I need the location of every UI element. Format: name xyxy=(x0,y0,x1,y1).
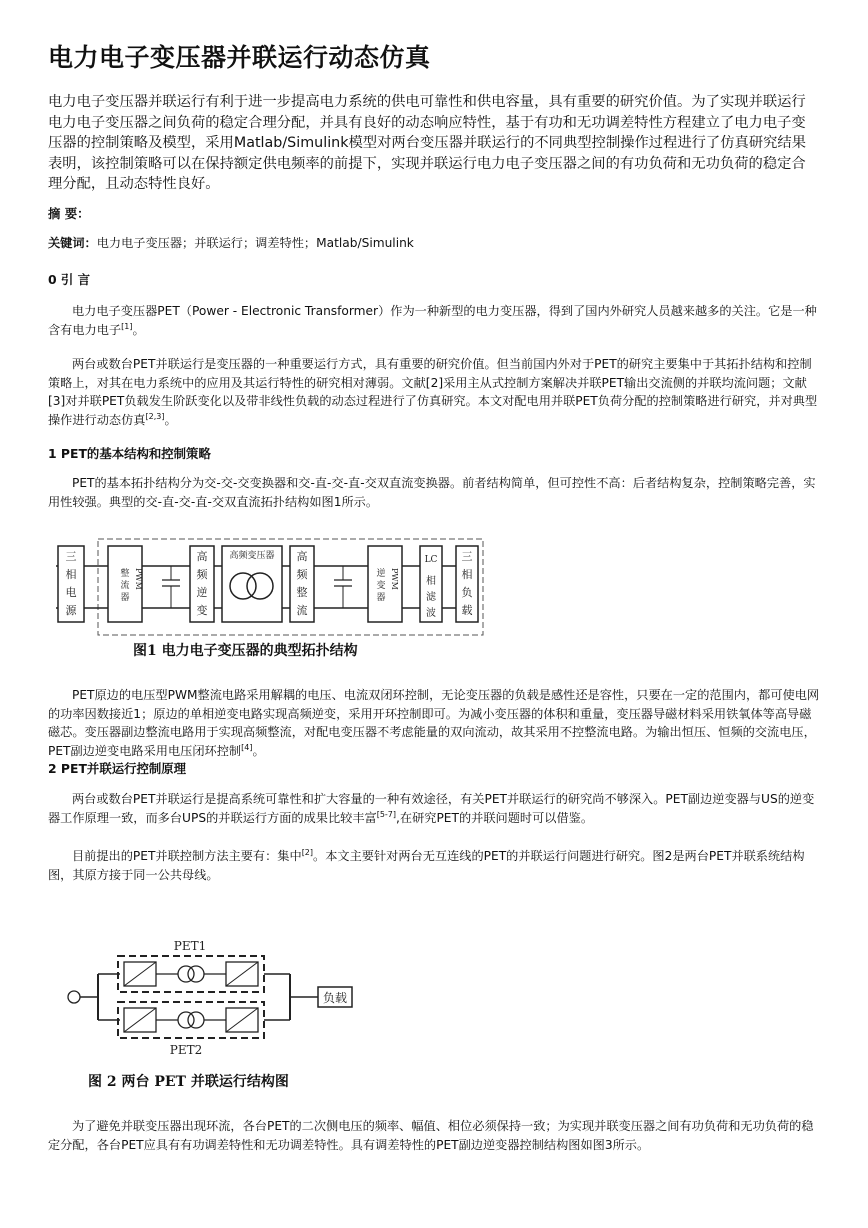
svg-text:高: 高 xyxy=(196,550,208,563)
paragraph-text: PET原边的电压型PWM整流电路采用解耦的电压、电流双闭环控制，无论变压器的负载是感性还是容性，只要在一定的范围内，都可使电网的功率因数接近1；原边的单相逆变电路实现高频逆变，采用开环控制即可。为减小变压器的体积和重量，变压器导磁材料采用铁氧体等高导磁磁芯。变压器副边整流电路用于实现高频整流，对配电变压器不考虑能量的双向流动，故其采用不控整流电路。为输出恒压、恒频的交流电压，PET副边逆变电路采用电压闭环控制 xyxy=(48,688,820,758)
svg-text:波: 波 xyxy=(426,608,436,619)
figure-1-diagram xyxy=(56,536,486,640)
svg-text:逆: 逆 xyxy=(196,586,208,599)
citation-ref: [2] xyxy=(301,847,314,857)
section2-paragraph-2 xyxy=(48,847,820,884)
citation-ref: [5-7] xyxy=(376,809,397,819)
svg-text:器: 器 xyxy=(120,593,130,603)
svg-text:滤: 滤 xyxy=(426,592,436,603)
section1-paragraph-2 xyxy=(48,686,820,760)
topology-diagram xyxy=(56,536,486,636)
section2-heading: 2 PET并联运行控制原理 xyxy=(48,761,187,776)
svg-text:变: 变 xyxy=(196,604,208,617)
svg-text:流: 流 xyxy=(120,581,130,591)
svg-text:源: 源 xyxy=(65,604,77,617)
paragraph-tail: 。 xyxy=(164,412,177,427)
section2-paragraph-1 xyxy=(48,790,820,827)
paragraph-text: 两台或数台PET并联运行是变压器的一种重要运行方式，具有重要的研究价值。但当前国内外对于PET的研究主要集中于其拓扑结构和控制策略上，对其在电力系统中的应用及其运行特性的研究相对薄弱。文献[2]采用主从式控制方案解决并联PET输出交流侧的并联均流问题；文献[3]对并联PET负载发生阶跃变化以及带非线性负载的动态过程进行了仿真研究。本文对配电用并联PET负荷分配的控制策略进行研究，并对典型操作进行动态仿真 xyxy=(48,357,818,427)
svg-text:PWM: PWM xyxy=(390,568,399,590)
svg-text:三: 三 xyxy=(461,550,473,563)
paragraph-text: 目前提出的PET并联控制方法主要有：集中 xyxy=(72,849,302,863)
pet1-label: PET1 xyxy=(173,939,207,953)
citation-ref: [1] xyxy=(121,321,133,331)
paragraph-tail: ,在研究PET的并联问题时可以借鉴。 xyxy=(396,810,594,825)
section0-paragraph-2 xyxy=(48,355,820,429)
svg-text:高频变压器: 高频变压器 xyxy=(229,551,275,561)
citation-ref: [4] xyxy=(241,742,253,752)
source-symbol xyxy=(68,991,80,1003)
page-title: 电力电子变压器并联运行动态仿真 xyxy=(48,43,431,72)
svg-text:高: 高 xyxy=(296,550,308,563)
svg-text:器: 器 xyxy=(376,593,386,603)
keywords-label: 关键词： xyxy=(48,236,97,250)
abstract-text: 电力电子变压器并联运行有利于进一步提高电力系统的供电可靠性和供电容量，具有重要的研究价值。为了实现并联运行电力电子变压器之间负荷的稳定合理分配，并具有良好的动态响应特性，基于有功和无功调差特性方程建立了电力电子变压器的控制策略及模型，采用Matlab/Simulink模型对两台变压器并联运行的不同典型控制操作过程进行了仿真研究结果表明，该控制策略可以在保持额定供电频率的前提下，实现并联运行电力电子变压器之间的有功负荷和无功负荷的稳定合理分配，且动态特性良好。 xyxy=(48,94,807,193)
figure-1-caption: 图1 电力电子变压器的典型拓扑结构 xyxy=(133,643,358,659)
paragraph-text: 两台或数台PET并联运行是提高系统可靠性和扩大容量的一种有效途径，有关PET并联运行的研究尚不够深入。PET副边逆变器与US的逆变器工作原理一致，而多台UPS的并联运行方面的成果比较丰富 xyxy=(48,792,815,825)
svg-text:相: 相 xyxy=(65,568,77,581)
svg-text:逆: 逆 xyxy=(376,569,386,579)
svg-text:PWM: PWM xyxy=(134,568,143,590)
svg-text:LC: LC xyxy=(424,555,438,565)
load-label: 负载 xyxy=(322,991,348,1005)
citation-ref: [2,3] xyxy=(145,411,165,421)
svg-text:整: 整 xyxy=(296,586,308,599)
paragraph-tail: 。 xyxy=(252,743,265,758)
svg-text:频: 频 xyxy=(296,568,308,581)
figure-2-diagram xyxy=(62,934,362,1064)
svg-text:整: 整 xyxy=(120,569,130,579)
parallel-structure-diagram xyxy=(62,934,362,1060)
pet2-label: PET2 xyxy=(169,1043,203,1057)
paragraph-tail: 。本文主要针对两台无互连线的PET的并联运行问题进行研究。图2是两台PET并联系统结构图，其原方接于同一公共母线。 xyxy=(48,849,805,882)
svg-text:载: 载 xyxy=(461,604,473,617)
keywords xyxy=(48,234,820,253)
svg-text:电: 电 xyxy=(65,586,77,599)
section1-paragraph-1: PET的基本拓扑结构分为交-交-交变换器和交-直-交-直-交双直流变换器。前者结构简单，但可控性不高：后者结构复杂，控制策略完善，实用性较强。典型的交-直-交-直-交双直流拓扑结构如图1所示。 xyxy=(48,476,816,509)
section0-paragraph-1 xyxy=(48,302,820,339)
abstract-label: 摘 要： xyxy=(48,206,90,221)
svg-text:变: 变 xyxy=(376,581,386,591)
paragraph-text: 电力电子变压器PET（Power - Electronic Transformer）作为一种新型的电力变压器，得到了国内外研究人员越来越多的关注。它是一种含有电力电子 xyxy=(48,304,817,337)
svg-text:负: 负 xyxy=(461,586,473,599)
svg-text:相: 相 xyxy=(426,576,436,587)
section1-heading: 1 PET的基本结构和控制策略 xyxy=(48,446,211,461)
section2-paragraph-3: 为了避免并联变压器出现环流，各台PET的二次侧电压的频率、幅值、相位必须保持一致；为实现并联变压器之间有功负荷和无功负荷的稳定分配，各台PET应具有有功调差特性和无功调差特性。具有调差特性的PET副边逆变器控制结构图如图3所示。 xyxy=(48,1119,814,1152)
figure-2-caption: 图 2 两台 PET 并联运行结构图 xyxy=(88,1074,289,1090)
section0-heading: 0 引 言 xyxy=(48,272,91,287)
paragraph-tail: 。 xyxy=(132,322,145,337)
svg-text:相: 相 xyxy=(461,568,473,581)
fig1-block-label: 三 xyxy=(65,550,77,563)
svg-text:频: 频 xyxy=(196,568,208,581)
keywords-text: 电力电子变压器；并联运行；调差特性；Matlab/Simulink xyxy=(96,236,414,250)
svg-text:流: 流 xyxy=(296,604,308,617)
